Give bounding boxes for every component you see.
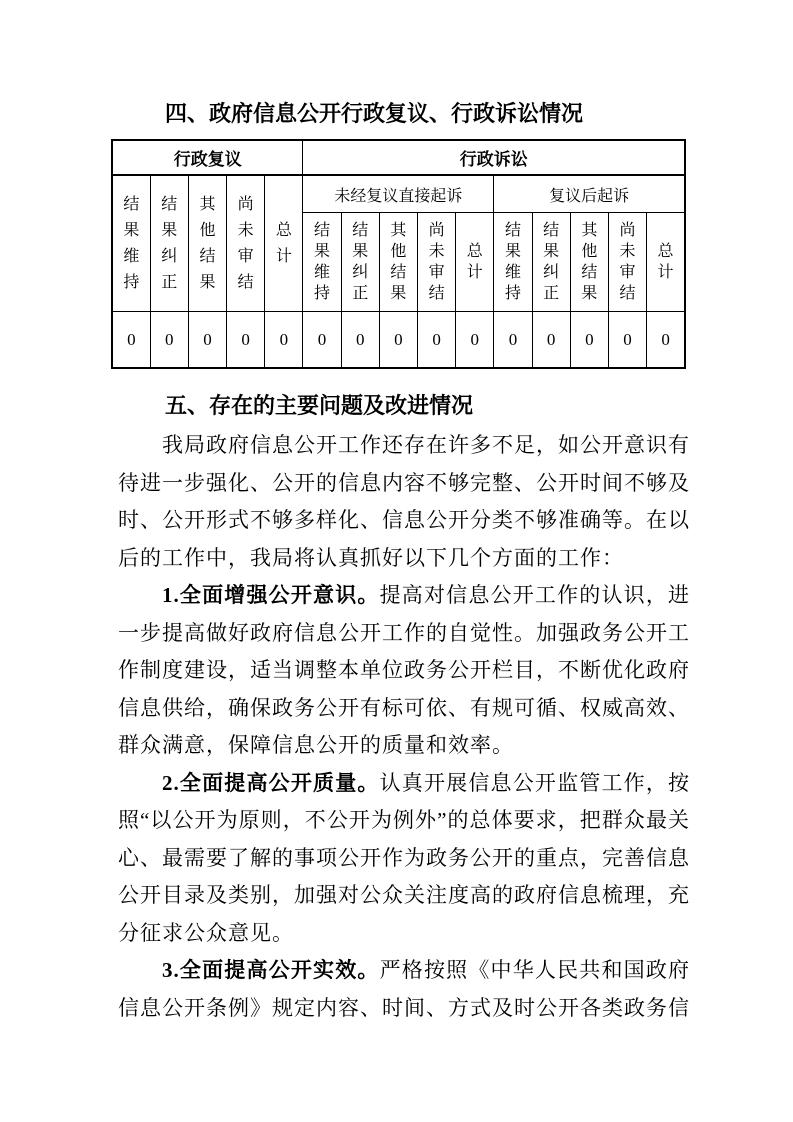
table-value-cell: 0 (379, 312, 417, 369)
paragraph-1 (118, 577, 690, 765)
column-header-label: 其他结果 (390, 222, 407, 302)
column-header-total (647, 213, 685, 312)
column-header-result-corrected (341, 213, 379, 312)
column-header-result-upheld (303, 213, 341, 312)
paragraph-2-text: 认真开展信息公开监管工作，按照“以公开为原则，不公开为例外”的总体要求，把群众最关心、最需要了解的事项公开作为政务公开的重点，完善信息公开目录及类别，加强对公众关注度高的政府信息梳理，充分征求公众意见。 (118, 770, 691, 945)
column-header-label: 结果纠正 (352, 222, 369, 302)
table-value-cell: 0 (265, 312, 303, 369)
column-header-label: 其他结果 (199, 195, 216, 291)
group-header-administrative-review: 行政复议 (112, 140, 303, 175)
table-value-cell: 0 (112, 312, 150, 369)
table-value-cell: 0 (418, 312, 456, 369)
column-header-pending (418, 213, 456, 312)
column-header-label: 结果纠正 (543, 222, 560, 302)
paragraph-3-lead: 3.全面提高公开实效。 (162, 958, 380, 982)
column-header-label: 尚未审结 (428, 222, 445, 302)
section4-title: 四、政府信息公开行政复议、行政诉讼情况 (165, 101, 584, 126)
group-header-administrative-litigation: 行政诉讼 (303, 140, 685, 175)
table-value-cell: 0 (647, 312, 685, 369)
table-value-cell: 0 (341, 312, 379, 369)
paragraph-1-text: 提高对信息公开工作的认识，进一步提高做好政府信息公开工作的自觉性。加强政务公开工作制度建设，适当调整本单位政务公开栏目，不断优化政府信息供给，确保政务公开有标可依、有规可循、权威高效、群众满意，保障信息公开的质量和效率。 (118, 583, 691, 757)
column-header-result-corrected (532, 213, 570, 312)
column-header-label: 结果维持 (123, 195, 140, 291)
table-subheader-row (112, 175, 685, 213)
admin-review-litigation-table (111, 139, 686, 369)
table-value-cell: 0 (570, 312, 608, 369)
section5-title: 五、存在的主要问题及改进情况 (165, 393, 474, 418)
section5-body (118, 427, 690, 1027)
column-header-pending (608, 213, 646, 312)
column-header-result-upheld (112, 175, 150, 312)
table-value-cell: 0 (608, 312, 646, 369)
column-header-result-upheld (494, 213, 532, 312)
column-header-label: 结果维持 (504, 222, 521, 302)
table-value-cell: 0 (456, 312, 494, 369)
column-header-total (265, 175, 303, 312)
column-header-other-result (379, 213, 417, 312)
table-value-cell: 0 (303, 312, 341, 369)
column-header-label: 总计 (275, 221, 292, 265)
table-value-cell: 0 (227, 312, 265, 369)
table-value-cell: 0 (494, 312, 532, 369)
subheader-post-review-litigation: 复议后起诉 (494, 175, 685, 213)
table-value-cell: 0 (150, 312, 188, 369)
table-group-header-row (112, 140, 685, 175)
table-value-cell: 0 (188, 312, 226, 369)
paragraph-3-text: 严格按照《中华人民共和国政府信息公开条例》规定内容、时间、方式及时公开各类政务信 (118, 958, 691, 1020)
column-header-label: 结果纠正 (161, 195, 178, 291)
column-header-other-result (570, 213, 608, 312)
column-header-other-result (188, 175, 226, 312)
column-header-label: 结果维持 (314, 222, 331, 302)
paragraph-2 (118, 765, 690, 953)
column-header-label: 尚未审结 (619, 222, 636, 302)
column-header-label: 其他结果 (581, 222, 598, 302)
subheader-direct-litigation: 未经复议直接起诉 (303, 175, 494, 213)
intro-paragraph: 我局政府信息公开工作还存在许多不足，如公开意识有待进一步强化、公开的信息内容不够完整、公开时间不够及时、公开形式不够多样化、信息公开分类不够准确等。在以后的工作中，我局将认真抓好以下几个方面的工作： (118, 433, 690, 570)
paragraph-2-lead: 2.全面提高公开质量。 (162, 770, 380, 795)
column-header-label: 总计 (466, 243, 483, 281)
column-header-result-corrected (150, 175, 188, 312)
column-header-label: 总计 (657, 243, 674, 281)
paragraph-3 (118, 952, 690, 1027)
table-value-row (112, 312, 685, 369)
table-value-cell: 0 (532, 312, 570, 369)
paragraph-1-lead: 1.全面增强公开意识。 (162, 583, 380, 607)
column-header-pending (227, 175, 265, 312)
column-header-label: 尚未审结 (237, 195, 254, 291)
column-header-total (456, 213, 494, 312)
